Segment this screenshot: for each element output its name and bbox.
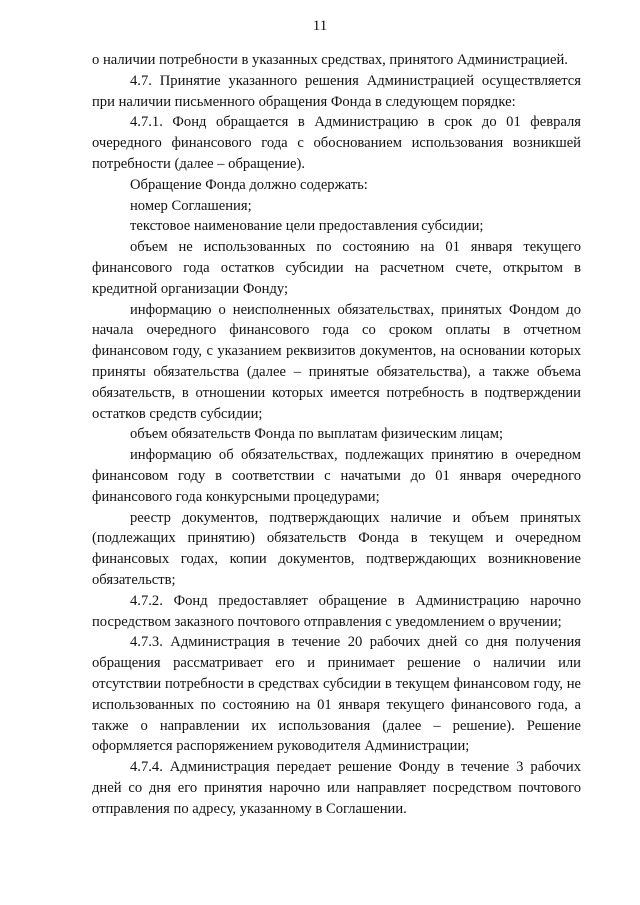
page-number: 11 bbox=[312, 18, 328, 34]
paragraph-4-7-1: 4.7.1. Фонд обращается в Администрацию в срок до 01 февраля очередного финансового года с обоснованием использования возникшей потребности (далее – обращение). bbox=[92, 114, 581, 172]
list-item-documents-register: реестр документов, подтверждающих наличие и объем принятых (подлежащих принятию) обязательств Фонда в текущем и очередном финансовых годах, копии документов, подтверждающих возникновение обязательств; bbox=[92, 509, 581, 588]
paragraph-4-7-4: 4.7.4. Администрация передает решение Фонду в течение 3 рабочих дней со дня его принятия нарочно или направляет посредством почтового отправления по адресу, указанному в Соглашении. bbox=[92, 759, 581, 817]
list-item-tender-obligations: информацию об обязательствах, подлежащих принятию в очередном финансовом году в соответствии с начатыми до 01 января очередного финансового года конкурсными процедурами; bbox=[92, 447, 581, 505]
paragraph-request-contents-intro: Обращение Фонда должно содержать: bbox=[130, 176, 368, 193]
list-item-subsidy-purpose: текстовое наименование цели предоставления субсидии; bbox=[130, 218, 484, 235]
page-body bbox=[92, 50, 581, 819]
paragraph-4-7-3: 4.7.3. Администрация в течение 20 рабочих дней со дня получения обращения рассматривает его и принимает решение о наличии или отсутствии потребности в средствах субсидии в текущем финансовом году, не использованных по состоянию на 01 января текущего финансового года, а также о направлении их использования (далее – решение). Решение оформляется распоряжением руководителя Администрации; bbox=[92, 634, 581, 755]
list-item-unfulfilled-obligations: информацию о неисполненных обязательствах, принятых Фондом до начала очередного финансового года со сроком оплаты в отчетном финансовом году, с указанием реквизитов документов, на основании которых приняты обязательства (далее – принятые обязательства), а также объема обязательств, в отношении которых имеется потребность в подтверждении остатков средств субсидии; bbox=[92, 301, 581, 422]
list-item-agreement-number: номер Соглашения; bbox=[130, 197, 252, 214]
paragraph-continuation: о наличии потребности в указанных средствах, принятого Администрацией. bbox=[92, 52, 568, 68]
paragraph-4-7: 4.7. Принятие указанного решения Администрацией осуществляется при наличии письменного обращения Фонда в следующем порядке: bbox=[92, 72, 581, 110]
list-item-payments-to-individuals: объем обязательств Фонда по выплатам физическим лицам; bbox=[130, 426, 504, 443]
paragraph-4-7-2: 4.7.2. Фонд предоставляет обращение в Администрацию нарочно посредством заказного почтового отправления с уведомлением о вручении; bbox=[92, 592, 581, 630]
list-item-unused-balance: объем не использованных по состоянию на 01 января текущего финансового года остатков субсидии на расчетном счете, открытом в кредитной организации Фонду; bbox=[92, 239, 581, 297]
